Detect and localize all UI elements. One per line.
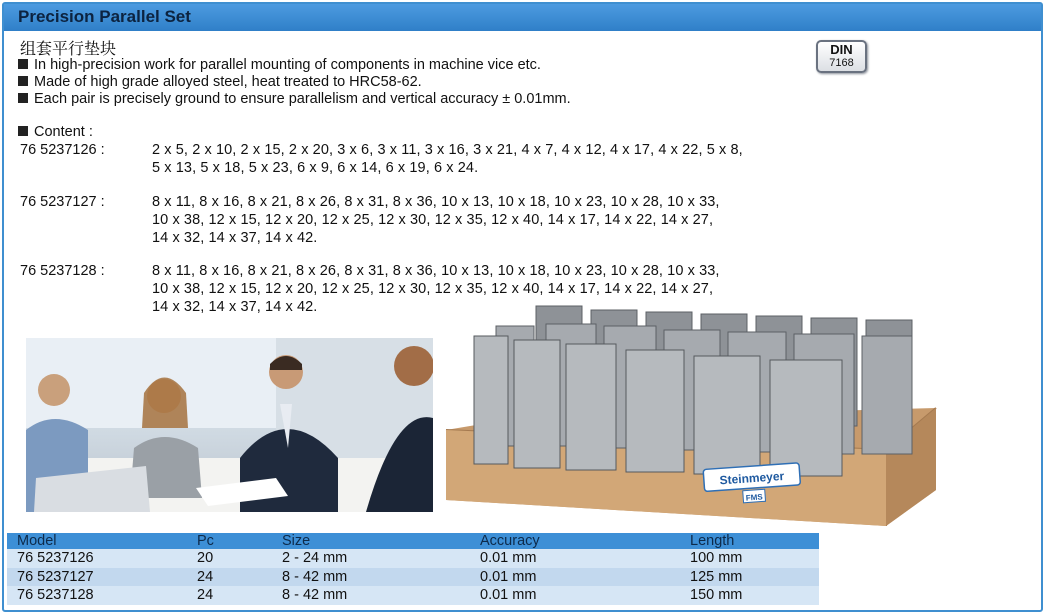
- bullet-square-icon: [18, 126, 28, 136]
- column-header-size: Size: [272, 533, 470, 549]
- feature-text: Each pair is precisely ground to ensure parallelism and vertical accuracy ± 0.01mm.: [34, 91, 571, 107]
- column-header-pc: Pc: [187, 533, 272, 549]
- content-heading: [18, 124, 93, 140]
- cell-accuracy: 0.01 mm: [470, 586, 680, 605]
- size-list-line: 10 x 38, 12 x 15, 12 x 20, 12 x 25, 12 x 30, 12 x 35, 12 x 40, 14 x 17, 14 x 22, 14 x 27,: [152, 281, 714, 297]
- din-number: 7168: [829, 57, 854, 69]
- business-meeting-photo: [26, 338, 433, 512]
- size-list-line: 2 x 5, 2 x 10, 2 x 15, 2 x 20, 3 x 6, 3 x 11, 3 x 16, 3 x 21, 4 x 7, 4 x 12, 4 x 17, 4 x 22, 5 x 8,: [152, 142, 743, 158]
- bullet-square-icon: [18, 93, 28, 103]
- parallel-set-product-image: [436, 300, 946, 526]
- size-list-line: 14 x 32, 14 x 37, 14 x 42.: [152, 230, 318, 246]
- cell-length: 125 mm: [680, 568, 819, 587]
- page-title: Precision Parallel Set: [18, 7, 191, 26]
- chinese-subtitle: 组套平行垫块: [20, 39, 117, 58]
- content-heading-text: Content :: [34, 124, 93, 140]
- model-code: 76 5237128 :: [20, 263, 105, 279]
- din-standard-badge: [816, 40, 867, 73]
- column-header-accuracy: Accuracy: [470, 533, 680, 549]
- table-header-row: [7, 533, 819, 549]
- brand-sub-label: FMS: [745, 492, 763, 503]
- cell-pc: 20: [187, 549, 272, 568]
- feature-item: [18, 74, 422, 90]
- size-list-line: 10 x 38, 12 x 15, 12 x 20, 12 x 25, 12 x 30, 12 x 35, 12 x 40, 14 x 17, 14 x 22, 14 x 27,: [152, 212, 714, 228]
- table-row: [7, 568, 819, 587]
- title-bar: [4, 4, 1041, 31]
- feature-item: [18, 57, 541, 73]
- cell-accuracy: 0.01 mm: [470, 568, 680, 587]
- table-row: [7, 549, 819, 568]
- column-header-model: Model: [7, 533, 187, 549]
- model-code: 76 5237127 :: [20, 194, 105, 210]
- specs-table: [7, 533, 819, 605]
- model-code: 76 5237126 :: [20, 142, 105, 158]
- cell-pc: 24: [187, 568, 272, 587]
- size-list-line: 5 x 13, 5 x 18, 5 x 23, 6 x 9, 6 x 14, 6 x 19, 6 x 24.: [152, 160, 479, 176]
- cell-accuracy: 0.01 mm: [470, 549, 680, 568]
- cell-model: 76 5237126: [7, 549, 187, 568]
- feature-item: [18, 91, 571, 107]
- table-row: [7, 586, 819, 605]
- feature-text: Made of high grade alloyed steel, heat treated to HRC58-62.: [34, 74, 422, 90]
- cell-model: 76 5237127: [7, 568, 187, 587]
- size-list-line: 8 x 11, 8 x 16, 8 x 21, 8 x 26, 8 x 31, 8 x 36, 10 x 13, 10 x 18, 10 x 23, 10 x 28, 10 x 33,: [152, 194, 720, 210]
- size-list-line: 14 x 32, 14 x 37, 14 x 42.: [152, 299, 318, 315]
- bullet-square-icon: [18, 76, 28, 86]
- din-label: DIN: [830, 42, 853, 57]
- cell-length: 150 mm: [680, 586, 819, 605]
- feature-text: In high-precision work for parallel mounting of components in machine vice etc.: [34, 57, 541, 73]
- cell-size: 8 - 42 mm: [272, 568, 470, 587]
- size-list-line: 8 x 11, 8 x 16, 8 x 21, 8 x 26, 8 x 31, 8 x 36, 10 x 13, 10 x 18, 10 x 23, 10 x 28, 10 x 33,: [152, 263, 720, 279]
- cell-size: 2 - 24 mm: [272, 549, 470, 568]
- bullet-square-icon: [18, 59, 28, 69]
- cell-length: 100 mm: [680, 549, 819, 568]
- cell-pc: 24: [187, 586, 272, 605]
- brand-label: Steinmeyer: [719, 468, 785, 488]
- column-header-length: Length: [680, 533, 819, 549]
- cell-model: 76 5237128: [7, 586, 187, 605]
- cell-size: 8 - 42 mm: [272, 586, 470, 605]
